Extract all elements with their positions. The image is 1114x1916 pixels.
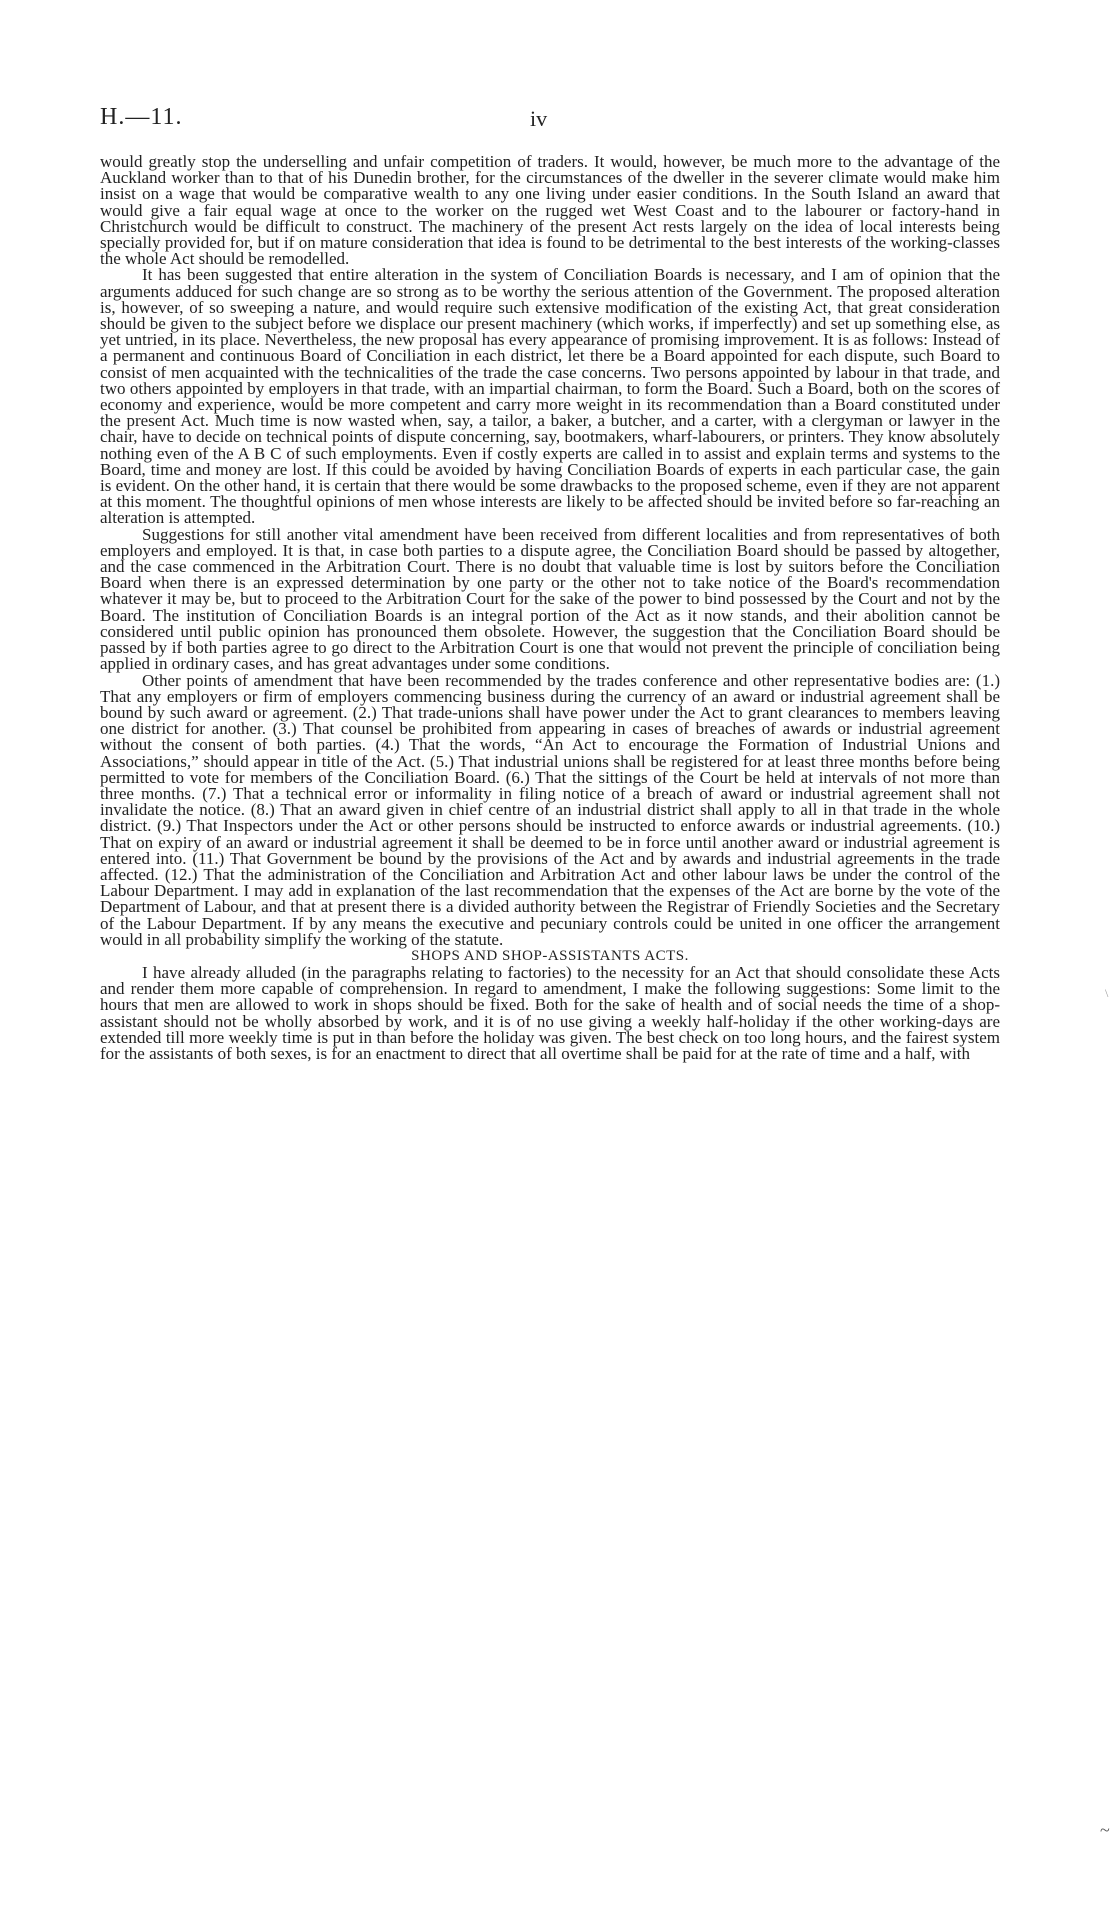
margin-mark: \	[1105, 986, 1109, 1000]
paragraph-conciliation-boards: It has been suggested that entire alteration in the system of Conciliation Boards is necessary, and I am of opinion that the arguments adduced for such change are so strong as to be worthy the serious attention of the Government. The proposed alteration is, however, of so sweeping a nature, and would require such extensive modification of the existing Act, that great consideration should be given to the subject before we displace our present machinery (which works, if imperfectly) and set up something else, as yet untried, in its place. Nevertheless, the new proposal has every appearance of promising improvement. It is as follows: Instead of a permanent and continuous Board of Conciliation in each district, let there be a Board appointed for each dispute, such Board to consist of men acquainted with the technicalities of the trade the case concerns. Two persons appointed by labour in that trade, and two others appointed by employers in that trade, with an impartial chairman, to form the Board. Such a Board, both on the scores of economy and experience, would be more competent and carry more weight in its recommendation than a Board constituted under the present Act. Much time is now wasted when, say, a tailor, a baker, a butcher, and a carter, with a clergyman or lawyer in the chair, have to decide on technical points of dispute concerning, say, bootmakers, wharf-labourers, or printers. They know absolutely nothing even of the A B C of such employments. Even if costly experts are called in to assist and explain terms and systems to the Board, time and money are lost. If this could be avoided by having Conciliation Boards of experts in each particular case, the gain is evident. On the other hand, it is certain that there would be some drawbacks to the proposed scheme, even if they are not apparent at this moment. The thoughtful opinions of men whose interests are likely to be affected should be invited before so far-reaching an alteration is attempted.	[100, 265, 1000, 528]
page-number: iv	[530, 106, 548, 131]
paragraph-continuation: would greatly stop the underselling and unfair competition of traders. It would, however, be much more to the advantage of the Auckland worker than to that of his Dunedin brother, for the circumstances of the dweller in the severer climate would make him insist on a wage that would be comparative wealth to any one living under easier conditions. In the South Island an award that would give a fair equal wage at once to the worker on the rugged wet West Coast and to the labourer or factory-hand in Christchurch would be difficult to construct. The machinery of the present Act rests largely on the idea of local interests being specially provided for, but if on mature consideration that idea is found to be detrimental to the best interests of the working-classes the whole Act should be remodelled.	[100, 152, 1000, 269]
margin-mark: ~	[1100, 1820, 1110, 1840]
paragraph-vital-amendment: Suggestions for still another vital amendment have been received from different localities and from representatives of both employers and employed. It is that, in case both parties to a dispute agree, the Conciliation Board should be passed by altogether, and the case commenced in the Arbitration Court. There is no doubt that valuable time is lost by suitors before the Conciliation Board when there is an expressed determination by one party or the other not to take notice of the Board's recommendation whatever it may be, but to proceed to the Arbitration Court for the sake of the power to bind possessed by the Court and not by the Board. The institution of Conciliation Boards is an integral portion of the Act as it now stands, and their abolition cannot be considered until public opinion has pronounced them obsolete. However, the suggestion that the Conciliation Board should be passed by if both parties agree to go direct to the Arbitration Court is one that would not prevent the principle of conciliation being applied in ordinary cases, and has great advantages under some conditions.	[100, 524, 1000, 674]
paragraph-shops-acts: I have already alluded (in the paragraphs relating to factories) to the necessity for an Act that should consolidate these Acts and render them more capable of comprehension. In regard to amendment, I make the following suggestions: Some limit to the hours that men are allowed to work in shops should be fixed. Both for the sake of health and of social needs the time of a shop-assistant should not be wholly absorbed by work, and it is of no use giving a weekly half-holiday if the other working-days are extended till more weekly time is put in than before the holiday was given. The best check on too long hours, and the fairest system for the assistants of both sexes, is for an enactment to direct that all overtime shall be paid for at the rate of time and a half, with	[100, 962, 1000, 1063]
section-heading: SHOPS AND SHOP-ASSISTANTS ACTS.	[411, 947, 689, 964]
page-header	[100, 104, 1000, 138]
paragraph-other-amendments: Other points of amendment that have been recommended by the trades conference and other representative bodies are: (1.) That any employers or firm of employers commencing business during the currency of an award or industrial agreement shall be bound by such award or agreement. (2.) That trade-unions shall have power under the Act to grant clearances to members leaving one district for another. (3.) That counsel be prohibited from appearing in cases of breaches of awards or industrial agreement without the consent of both parties. (4.) That the words, “An Act to encourage the Formation of Industrial Unions and Associations,” should appear in title of the Act. (5.) That industrial unions shall be registered for at least three months before being permitted to vote for members of the Conciliation Board. (6.) That the sittings of the Court be held at intervals of not more than three months. (7.) That a technical error or informality in filing notice of a breach of award or industrial agreement shall not invalidate the notice. (8.) That an award given in chief centre of an industrial district shall apply to all in that trade in the whole district. (9.) That Inspectors under the Act or other persons should be instructed to enforce awards or industrial agreements. (10.) That on expiry of an award or industrial agreement it shall be deemed to be in force until another award or industrial agreement is entered into. (11.) That Government be bound by the provisions of the Act and by awards and industrial agreements in the trade affected. (12.) That the administration of the Conciliation and Arbitration Act and other labour laws be under the control of the Labour Department. I may add in explanation of the last recommendation that the expenses of the Act are borne by the vote of the Department of Labour, and that at present there is a divided authority between the Registrar of Friendly Societies and the Secretary of the Labour Department. If by any means the executive and pecuniary controls could be united in one officer the arrangement would in all probability simplify the working of the statute.	[100, 670, 1000, 949]
body-text	[100, 154, 1000, 1062]
document-reference: H.—11.	[100, 104, 183, 130]
